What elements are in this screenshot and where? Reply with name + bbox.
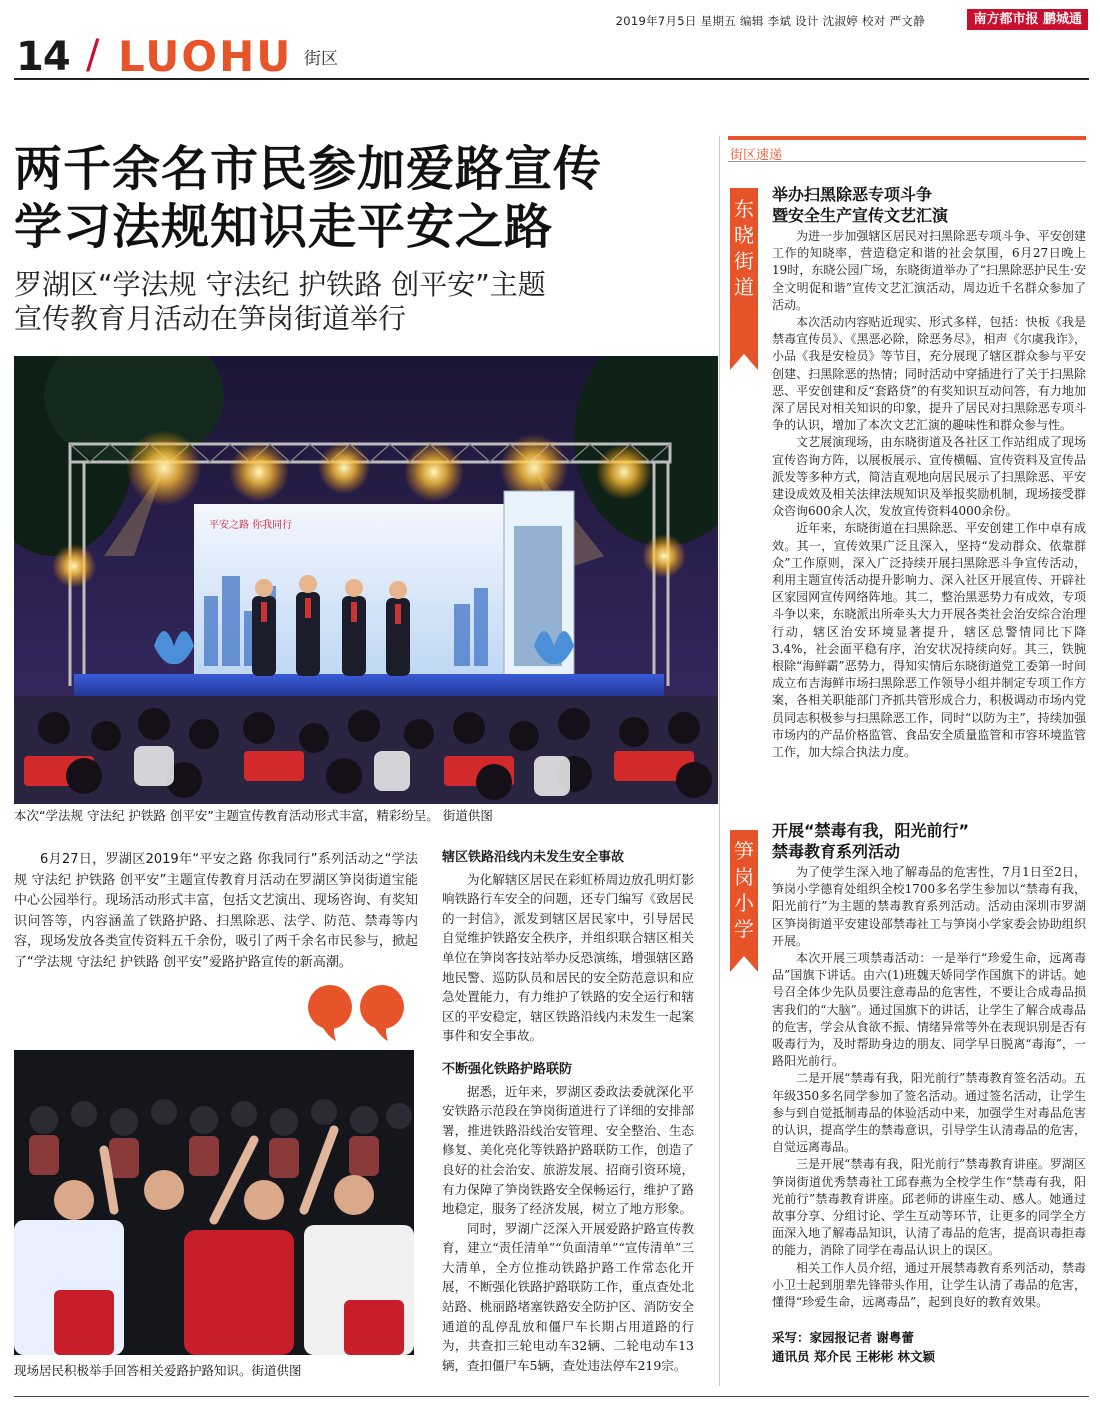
article1-title-line-2: 暨安全生产宣传文艺汇演 [772,206,949,225]
audience-photo [14,1050,414,1355]
article2-paragraph-2: 本次开展三项禁毒活动：一是举行“珍爱生命，远离毒品”国旗下讲话。由六(1)班魏天娇同学作国旗下的讲话。她号召全体少先队员要注意毒品的危害性，不要让合成毒品损害我们的“大脑”。通过国旗下的讲话，让学生了解合成毒品的危害，学会从食欲不振、情绪异常等外在表现识别是否有吸毒行为，及时帮助身边的朋友、同学早日脱离“毒海”，一路阳光前行。 [772,951,1086,1069]
district-news-column [728,136,1090,1376]
article2-paragraph-4: 三是开展“禁毒有我，阳光前行”禁毒教育讲座。罗湖区笋岗街道优秀禁毒社工邱春燕为全校学生作“禁毒有我，阳光前行”禁毒教育讲座。邱老师的讲座生动、感人。她通过故事分享、分组讨论、学生互动等环节，让更多的同学全方面深入地了解毒品知识，认清了毒品的危害，提高识毒拒毒的能力，消除了同学在毒品认识上的误区。 [772,1157,1086,1258]
main-headline [14,140,714,256]
article2-title-line-2: 禁毒教育系列活动 [772,842,901,861]
column-divider [719,136,720,1386]
article1-title [772,184,948,226]
masthead-bar [0,8,1100,32]
credit-reporter: 采写：家园报记者 谢粤蕾 [772,1330,914,1345]
headline-line-2: 学习法规知识走平安之路 [14,199,554,255]
article2-paragraph-5: 相关工作人员介绍，通过开展禁毒教育系列活动，禁毒小卫士起到朋辈先锋带头作用，让学生认清了毒品的危害，懂得“珍爱生命，远离毒品”，起到良好的教育效果。 [772,1260,1086,1310]
issue-meta: 2019年7月5日 星期五 编辑 李斌 设计 沈淑婷 校对 严文静 [615,14,925,28]
col2-heading-1: 辖区铁路沿线内未发生安全事故 [442,850,625,865]
tag-sungang-school: 笋岗小学 [730,830,758,956]
subhead-line-2: 宣传教育月活动在笋岗街道举行 [14,302,407,335]
page-number: 14 [16,34,70,80]
lead-paragraph: 6月27日，罗湖区2019年“平安之路 你我同行”系列活动之“学法规 守法纪 护铁路 创平安”主题宣传教育月活动在罗湖区笋岗街道宝能中心公园举行。现场活动形式丰富，包括文艺演出、现场咨询、有奖知识问答等，内容涵盖了铁路护路、扫黑除恶、法学、防范、禁毒等内容，现场发放各类宣传资料五千余份，吸引了两千余名市民参与，掀起了“学法规 守法纪 护铁路 创平安”爱路护路宣传的新高潮。 [14,852,418,970]
photo1-caption: 本次“学法规 守法纪 护铁路 创平安”主题宣传教育活动形式丰富，精彩纷呈。 街道供图 [14,808,493,823]
stage-photo [14,356,718,804]
section-name: LUOHU [118,32,293,81]
page-header [14,32,1089,80]
sub-headline [14,268,714,336]
article2-paragraph-1: 为了使学生深入地了解毒品的危害性，7月1日至2日，笋岗小学德育处组织全校1700多名学生参加以“禁毒有我，阳光前行”为主题的禁毒教育系列活动。活动由深圳市罗湖区笋岗街道平安建设部禁毒社工与笋岗小学家委会协助组织开展。 [772,865,1086,948]
photo2-caption: 现场居民积极举手回答相关爱路护路知识。街道供图 [14,1363,302,1378]
article2-title-line-1: 开展“禁毒有我，阳光前行” [772,821,970,840]
section-sub: 街区 [304,49,338,69]
credit-correspondents: 通讯员 郑介民 王彬彬 林文颖 [772,1349,936,1364]
tag-dongxiao: 东晓街道 [730,188,758,354]
article2-title [772,820,969,862]
article1-body [772,228,1086,761]
subhead-line-1: 罗湖区“学法规 守法纪 护铁路 创平安”主题 [14,268,546,301]
article1-paragraph-4: 近年来，东晓街道在扫黑除恶、平安创建工作中卓有成效。其一，宣传效果广泛且深入，坚持“发动群众、依靠群众”工作原则，深入广泛持续开展扫黑除恶斗争宣传活动，利用主题宣传活动提升影响力、深入社区开展宣传、开辟社区家园网宣传网络阵地。其二，整治黑恶势力有成效，专项斗争以来，东晓派出所牵头大力开展各类社会治安综合治理行动，辖区治安环境显著提升，辖区总警情同比下降3.4%，社会面平稳有序，治安状况持续向好。其三，铁腕根除“海鲜霸”恶势力，得知实情后东晓街道党工委第一时间成立布吉海鲜市场扫黑除恶工作领导小组并制定专项工作方案，各相关职能部门齐抓共管形成合力，积极调动市场内党员同志积极参与扫黑除恶工作，同时“以防为主”，持续加强市场内的产品价格监管、食品安全质量监管和市容环境监管工作，加大综合执法力度。 [772,521,1086,760]
col2-paragraph-2: 据悉，近年来，罗湖区委政法委就深化平安铁路示范段在笋岗街道进行了详细的安排部署，推进铁路沿线治安管理、安全整治、生态修复、美化亮化等铁路护路联防工作，创造了良好的社会治安、旅游发展、招商引资环境，有力保障了笋岗铁路安全保畅运行，维护了路地稳定，服务了经济发展，树立了地方形象。 [442,1083,694,1217]
headline-line-1: 两千余名市民参加爱路宣传 [14,141,603,197]
article1-title-line-1: 举办扫黑除恶专项斗争 [772,185,933,204]
district-news-title: 街区速递 [728,136,1086,162]
article1-paragraph-3: 文艺展演现场，由东晓街道及各社区工作站组成了现场宣传咨询方阵，以展板展示、宣传横幅、宣传资料及宣传品派发等多种方式，简洁直观地向居民展示了扫黑除恶、平安建设成效及相关法律法规知识及举报奖励机制，现场接受群众咨询600余人次，发放宣传资料4000余份。 [772,435,1086,519]
article1-paragraph-1: 为进一步加强辖区居民对扫黑除恶专项斗争、平安创建工作的知晓率，营造稳定和谐的社会氛围，6月27日晚上19时，东晓公园广场，东晓街道举办了“扫黑除恶护民生·安全文明促和谐”宣传文艺汇演活动，周边近千名群众参加了活动。 [772,229,1086,312]
credits [772,1328,1086,1366]
article-column-2 [442,848,694,1375]
newspaper-brand: 南方都市报 鹏城通 [967,9,1088,30]
stage-screen-text: 平安之路 你我同行 [209,520,293,531]
stage-photo-illustration [14,356,718,804]
article2-paragraph-3: 二是开展“禁毒有我，阳光前行”禁毒教育签名活动。五年级350多名同学参加了签名活动。通过签名活动，让学生参与到自觉抵制毒品的体验活动中来，加强学生对毒品危害的认识，提高学生的禁毒意识，引导学生认清毒品的危害，自觉远离毒品。 [772,1071,1086,1155]
article1-paragraph-2: 本次活动内容贴近现实、形式多样，包括：快板《我是禁毒宣传员》、《黑恶必除，除恶务尽》，相声《尔虞我诈》，小品《我是安检员》等节目，充分展现了辖区群众参与平安创建、扫黑除恶的热情；同时活动中穿插进行了关于扫黑除恶、平安创建和反“套路贷”的有奖知识互动问答，有力地加深了居民对相关知识的印象，提升了居民对扫黑除恶专项斗争的认识，增加了本次文艺汇演的趣味性和群众参与性。 [772,315,1086,433]
article2-body [772,864,1086,1311]
col2-paragraph-1: 为化解辖区居民在彩虹桥周边放孔明灯影响铁路行车安全的问题，还专门编写《致居民的一封信》，派发到辖区居民家中，引导居民自觉维护铁路安全秩序，并组织联合辖区相关单位在笋岗客技站举办反恐演练，增强辖区路地民警、巡防队员和居民的安全防范意识和应急处置能力，有力维护了铁路的安全运行和辖区的平安稳定，辖区铁路沿线内未发生一起案事件和安全事故。 [442,871,694,1044]
quote-mark-icon [306,983,410,1041]
col2-heading-2: 不断强化铁路护路联防 [442,1061,573,1077]
slash-divider-icon: / [86,32,100,78]
audience-photo-illustration [14,1050,414,1355]
col2-paragraph-3: 同时，罗湖广泛深入开展爱路护路宣传教育，建立“责任清单”“负面清单”“宣传清单”三大清单，全方位推动铁路护路工作常态化开展，不断强化铁路护路联防工作，重点查处北站路、桃丽路堵塞铁路安全防护区、消防安全通道的乱停乱放和僵尸车长期占用道路的行为，共查扣三轮电动车32辆、二轮电动车13辆，查扣僵尸车5辆，查处违法停车219宗。 [442,1220,694,1373]
bottom-rule [14,1396,1089,1397]
